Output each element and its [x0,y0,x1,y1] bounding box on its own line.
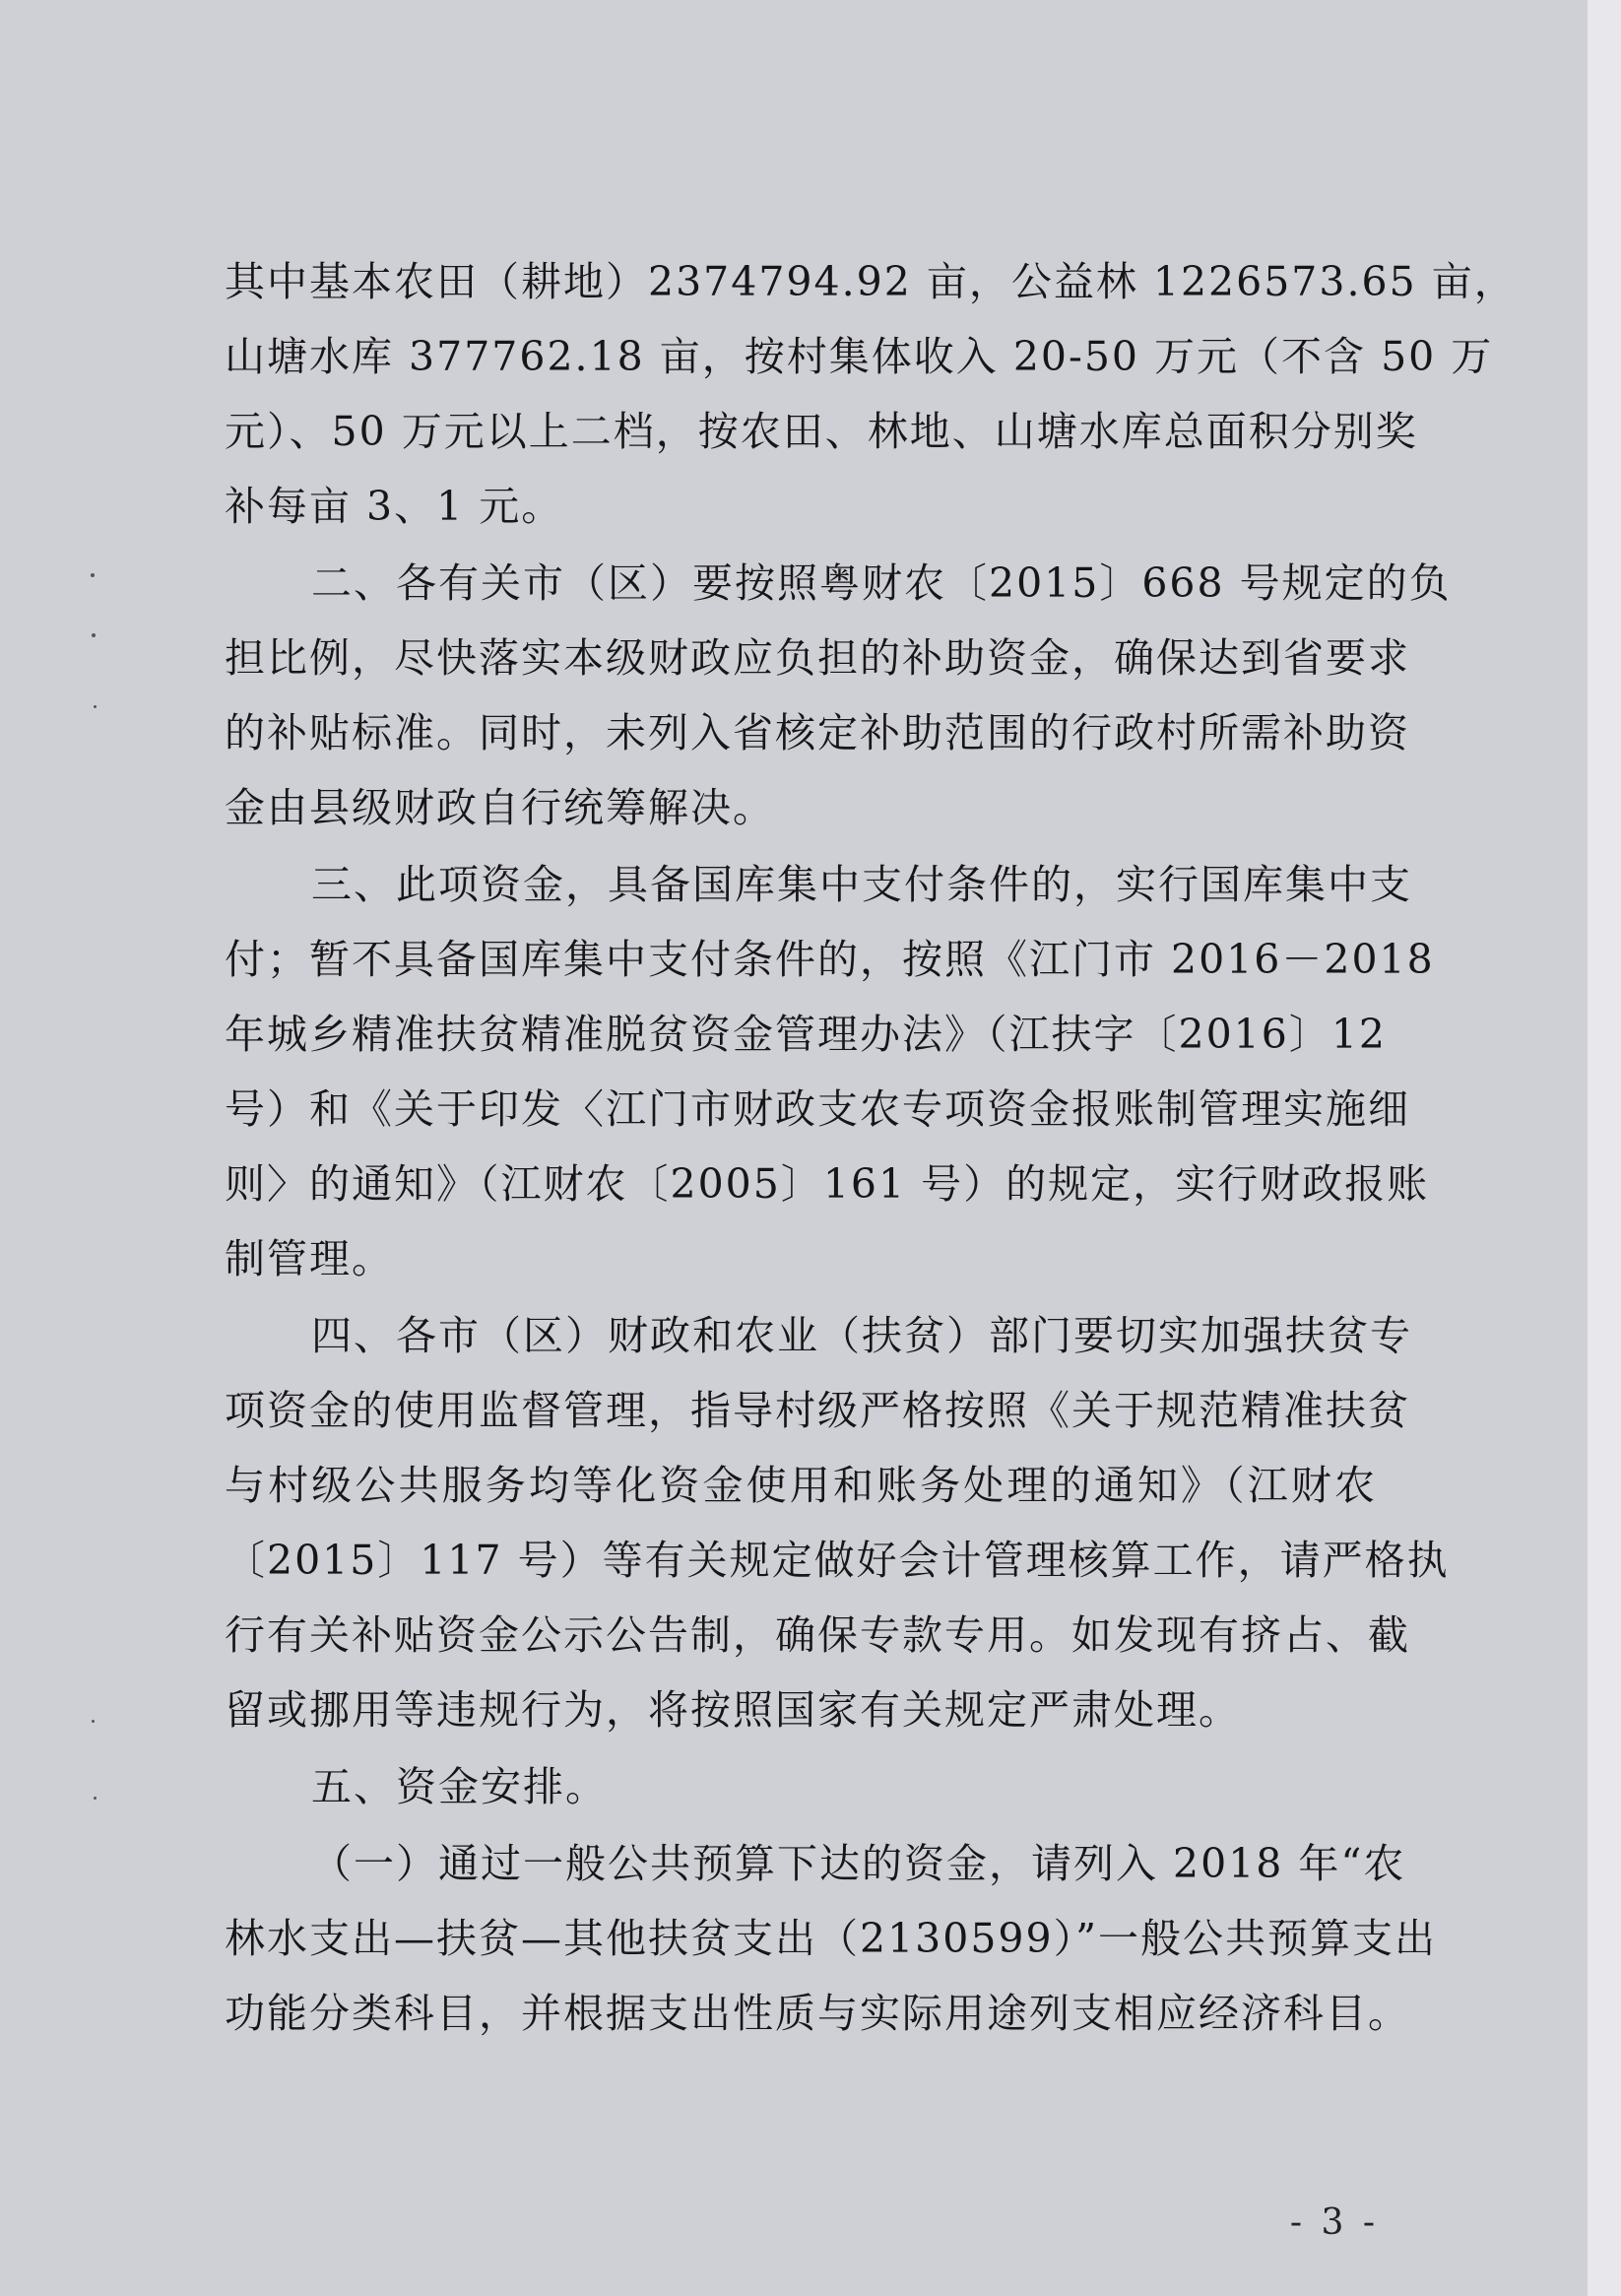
text-line: 其中基本农田（耕地）2374794.92 亩，公益林 1226573.65 亩， [225,258,1517,305]
text-line: 山塘水库 377762.18 亩，按村集体收入 20-50 万元（不含 50 万 [225,333,1494,380]
scan-speck [94,705,97,708]
text-line: 与村级公共服务均等化资金使用和账务处理的通知》（江财农 [225,1462,1377,1509]
text-line: 的补贴标准。同时，未列入省核定补助范围的行政村所需补助资 [225,709,1410,756]
paragraph-three [225,847,1435,1296]
paragraph-two [225,546,1452,845]
text-line: 担比例，尽快落实本级财政应负担的补助资金，确保达到省要求 [225,634,1410,682]
scan-edge [1588,0,1621,2296]
text-line: 制管理。 [225,1235,394,1282]
text-line: 五、资金安排。 [311,1763,608,1810]
text-line: 功能分类科目，并根据支出性质与实际用途列支相应经济科目。 [225,1990,1410,2037]
scan-speck [92,633,96,637]
text-line: 三、此项资金，具备国库集中支付条件的，实行国库集中支 [311,861,1412,908]
text-line: 金由县级财政自行统筹解决。 [225,784,775,831]
paragraph-four [225,1298,1450,1747]
scan-speck [94,1797,97,1800]
text-line: 四、各市（区）财政和农业（扶贫）部门要切实加强扶贫专 [311,1312,1412,1359]
text-line: 补每亩 3、1 元。 [225,483,564,530]
text-line: 元）、50 万元以上二档，按农田、林地、山塘水库总面积分别奖 [225,408,1418,455]
text-line: 付；暂不具备国库集中支付条件的，按照《江门市 2016－2018 [225,936,1435,983]
text-line: 二、各有关市（区）要按照粤财农〔2015〕668 号规定的负 [311,559,1452,607]
scan-speck [91,573,95,577]
document-body [225,244,1517,2051]
text-line: 项资金的使用监督管理，指导村级严格按照《关于规范精准扶贫 [225,1387,1410,1434]
paragraph-five-one [225,1826,1438,2051]
paragraph-five [225,1749,1377,1824]
text-line: （一）通过一般公共预算下达的资金，请列入 2018 年“农 [311,1840,1406,1887]
text-line: 林水支出—扶贫—其他扶贫支出（2130599）”一般公共预算支出 [225,1915,1438,1962]
text-line: 号）和《关于印发〈江门市财政支农专项资金报账制管理实施细 [225,1085,1410,1133]
text-line: 则〉的通知》（江财农〔2005〕161 号）的规定，实行财政报账 [225,1160,1430,1208]
text-line: 年城乡精准扶贫精准脱贫资金管理办法》（江扶字〔2016〕12 [225,1011,1388,1058]
scan-speck [92,1720,95,1723]
text-line: 行有关补贴资金公示公告制，确保专款专用。如发现有挤占、截 [225,1611,1410,1659]
page-number: - 3 - [1289,2202,1379,2243]
paragraph-farmland [225,244,1517,544]
text-line: 留或挪用等违规行为，将按照国家有关规定严肃处理。 [225,1686,1241,1734]
text-line: 〔2015〕117 号）等有关规定做好会计管理核算工作，请严格执 [225,1537,1450,1584]
